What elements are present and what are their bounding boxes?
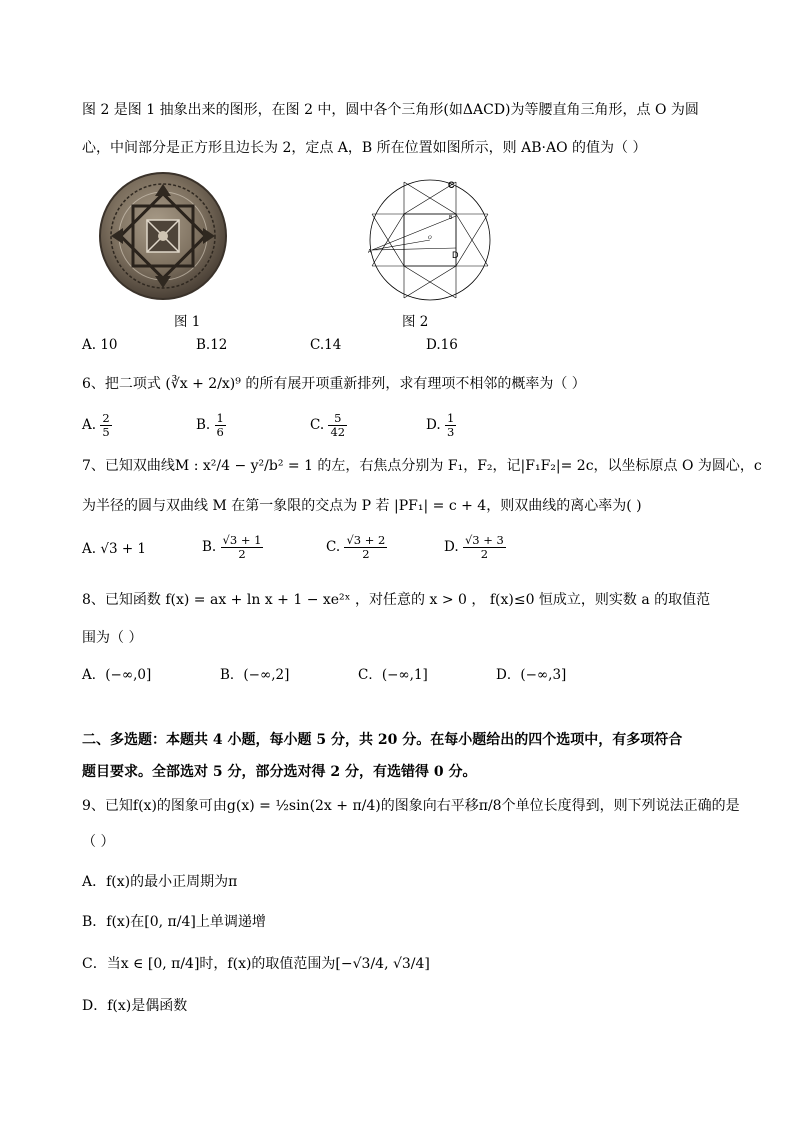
q6-option-d: D. $\frac{1}{3}$ [426,411,455,439]
q7-option-d: D. $\frac{√3 + 3}{2}$ [444,533,504,561]
label-c: C [448,180,455,190]
q7-stem-line1: 7、已知双曲线M : x²/4 − y²/b² = 1 的左，右焦点分别为 F₁，F₂，记|F₁F₂|= 2c，以坐标原点 O 为圆心，c [82,458,762,474]
q5-option-d: D.16 [426,337,458,353]
q6-stem-prefix: 6、把二项式 [82,376,161,392]
q9-option-d: D．f(x)是偶函数 [82,998,188,1014]
figure-1-coin-image [97,170,229,302]
q8-option-d: D．(−∞,3] [496,667,567,683]
q8-option-b: B．(−∞,2] [220,667,290,683]
figure-2-caption: 图 2 [402,314,429,330]
q7-stem-line2: 为半径的圆与双曲线 M 在第一象限的交点为 P 若 |PF₁| = c + 4，则双曲线的离心率为( ) [82,498,642,514]
section-2-heading-line2: 题目要求。全部选对 5 分，部分选对得 2 分，有选错得 0 分。 [82,764,477,780]
label-a: A [368,249,372,255]
q9-option-b: B．f(x)在[0, π/4]上单调递增 [82,914,266,930]
q6-stem [82,374,722,394]
q8-option-c: C．(−∞,1] [358,667,428,683]
q9-stem-line1: 9、已知f(x)的图象可由g(x) = ½sin(2x + π/4)的图象向右平移π/8个单位长度得到，则下列说法正确的是 [82,798,740,814]
q5-stem-line1: 图 2 是图 1 抽象出来的图形，在图 2 中，圆中各个三角形(如ΔACD)为等腰直角三角形，点 O 为圆 [82,102,699,118]
figure-1-caption: 图 1 [174,314,201,330]
figure-2-diagram [368,178,492,302]
q9-option-a: A．f(x)的最小正周期为π [82,874,238,890]
q8-stem-line1: 8、已知函数 f(x) = ax + ln x + 1 − xe²ˣ ，对任意的 x > 0 ， f(x)≤0 恒成立，则实数 a 的取值范 [82,592,711,608]
q6-option-c: C. $\frac{5}{42}$ [310,411,346,439]
label-o: O [428,236,432,241]
q6-stem-suffix: 的所有展开项重新排列，求有理项不相邻的概率为（ ） [245,376,586,392]
q5-option-b: B.12 [196,337,228,353]
label-b: B [449,215,453,221]
section-2-heading-line1: 二、多选题：本题共 4 小题，每小题 5 分，共 20 分。在每小题给出的四个选项中，有多项符合 [82,732,683,748]
q8-stem-line2: 围为（ ） [82,630,143,646]
q6-binomial-expr: (∛x + 2/x)⁹ [165,376,241,392]
q7-option-b: B. $\frac{√3 + 1}{2}$ [202,533,262,561]
q9-stem-line2: （ ） [82,834,115,850]
q9-option-c: C．当x ∈ [0, π/4]时，f(x)的取值范围为[−√3/4, √3/4] [82,956,430,972]
q6-option-b: B. $\frac{1}{6}$ [196,411,224,439]
q5-option-a: A. 10 [82,337,118,353]
q8-option-a: A．(−∞,0] [82,667,152,683]
q7-option-a: A. √3 + 1 [82,541,147,557]
q6-option-a: A. $\frac{2}{5}$ [82,411,110,439]
q7-option-c: C. $\frac{√3 + 2}{2}$ [326,533,386,561]
q5-stem-line2: 心，中间部分是正方形且边长为 2，定点 A，B 所在位置如图所示，则 AB·AO 的值为（ ） [82,140,647,156]
q5-option-c: C.14 [310,337,342,353]
label-d: D [452,250,459,260]
